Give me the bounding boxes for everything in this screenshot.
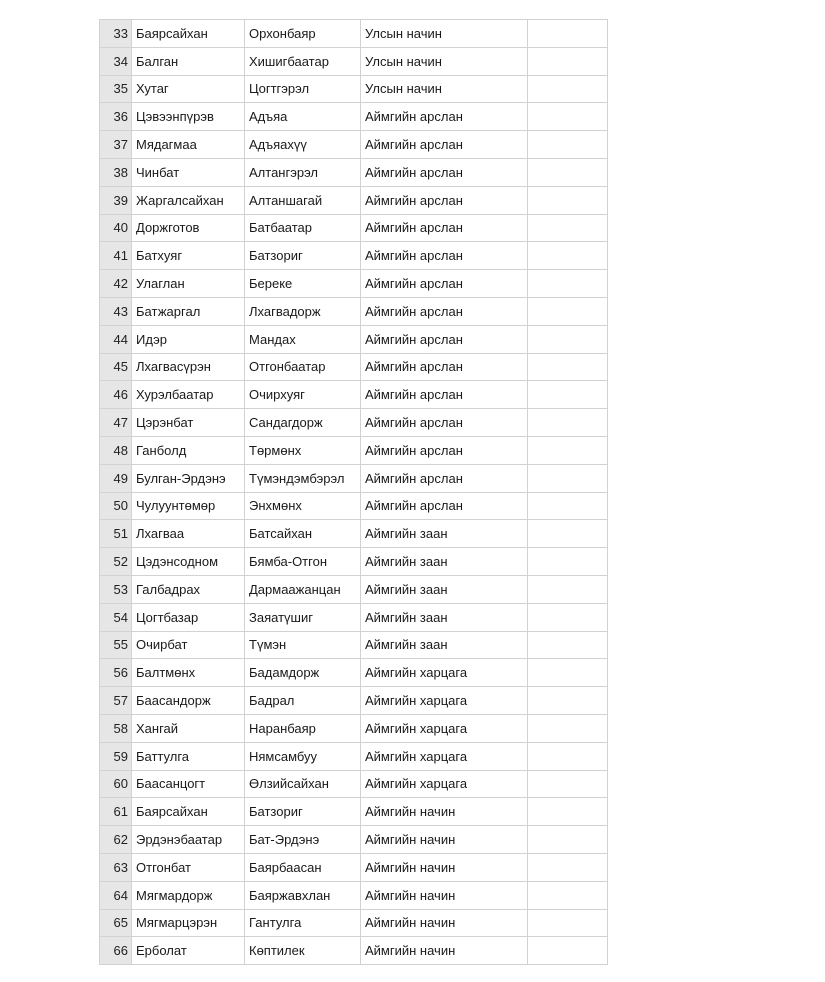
surname-cell[interactable]: Батзориг [245,242,361,270]
row-number-cell[interactable]: 63 [100,853,132,881]
name-cell[interactable]: Булган-Эрдэнэ [132,464,245,492]
row-number-cell[interactable]: 65 [100,909,132,937]
row-number-cell[interactable]: 47 [100,409,132,437]
title-cell[interactable]: Аймгийн арслан [361,325,528,353]
table-row [100,242,608,270]
title-cell[interactable]: Аймгийн харцага [361,659,528,687]
empty-cell[interactable] [528,381,608,409]
title-cell[interactable]: Аймгийн начин [361,937,528,965]
table-row [100,520,608,548]
surname-cell[interactable]: Наранбаяр [245,714,361,742]
empty-cell[interactable] [528,325,608,353]
empty-cell[interactable] [528,492,608,520]
table-body [100,20,608,965]
surname-cell[interactable]: Лхагвадорж [245,297,361,325]
row-number-cell[interactable]: 46 [100,381,132,409]
name-cell[interactable]: Цэдэнсодном [132,548,245,576]
name-cell[interactable]: Ерболат [132,937,245,965]
table-row [100,186,608,214]
empty-cell[interactable] [528,659,608,687]
empty-cell[interactable] [528,464,608,492]
empty-cell[interactable] [528,158,608,186]
table-row [100,158,608,186]
name-cell[interactable]: Хангай [132,714,245,742]
row-number-cell[interactable]: 64 [100,881,132,909]
empty-cell[interactable] [528,937,608,965]
table-row [100,826,608,854]
row-number-cell[interactable]: 41 [100,242,132,270]
surname-cell[interactable]: Сандагдорж [245,409,361,437]
table-row [100,492,608,520]
surname-cell[interactable]: Орхонбаяр [245,20,361,48]
table-row [100,381,608,409]
surname-cell[interactable]: Хишигбаатар [245,47,361,75]
name-cell[interactable]: Балтмөнх [132,659,245,687]
title-cell[interactable]: Аймгийн начин [361,881,528,909]
surname-cell[interactable]: Төрмөнх [245,436,361,464]
spreadsheet-table [99,19,608,965]
table-row [100,270,608,298]
title-cell[interactable]: Аймгийн арслан [361,131,528,159]
surname-cell[interactable]: Очирхуяг [245,381,361,409]
table-row [100,75,608,103]
surname-cell[interactable]: Адъяа [245,103,361,131]
name-cell[interactable]: Улаглан [132,270,245,298]
title-cell[interactable]: Аймгийн харцага [361,770,528,798]
empty-cell[interactable] [528,575,608,603]
title-cell[interactable]: Аймгийн начин [361,909,528,937]
name-cell[interactable]: Идэр [132,325,245,353]
empty-cell[interactable] [528,297,608,325]
table-row [100,353,608,381]
name-cell[interactable]: Батжаргал [132,297,245,325]
table-row [100,575,608,603]
row-number-cell[interactable]: 39 [100,186,132,214]
table-row [100,770,608,798]
title-cell[interactable]: Аймгийн заан [361,520,528,548]
row-number-cell[interactable]: 60 [100,770,132,798]
name-cell[interactable]: Эрдэнэбаатар [132,826,245,854]
empty-cell[interactable] [528,881,608,909]
row-number-cell[interactable]: 48 [100,436,132,464]
empty-cell[interactable] [528,75,608,103]
name-cell[interactable]: Отгонбат [132,853,245,881]
title-cell[interactable]: Аймгийн арслан [361,103,528,131]
title-cell[interactable]: Аймгийн начин [361,853,528,881]
name-cell[interactable]: Мягмардорж [132,881,245,909]
row-number-cell[interactable]: 44 [100,325,132,353]
surname-cell[interactable]: Баярбаасан [245,853,361,881]
empty-cell[interactable] [528,436,608,464]
surname-cell[interactable]: Отгонбаатар [245,353,361,381]
empty-cell[interactable] [528,186,608,214]
empty-cell[interactable] [528,520,608,548]
name-cell[interactable]: Чулуунтөмөр [132,492,245,520]
row-number-cell[interactable]: 33 [100,20,132,48]
empty-cell[interactable] [528,353,608,381]
table-row [100,131,608,159]
surname-cell[interactable]: Бадамдорж [245,659,361,687]
row-number-cell[interactable]: 58 [100,714,132,742]
title-cell[interactable]: Улсын начин [361,47,528,75]
row-number-cell[interactable]: 51 [100,520,132,548]
surname-cell[interactable]: Цогтгэрэл [245,75,361,103]
surname-cell[interactable]: Гантулга [245,909,361,937]
table-row [100,20,608,48]
empty-cell[interactable] [528,909,608,937]
surname-cell[interactable]: Заяатүшиг [245,603,361,631]
name-cell[interactable]: Баярсайхан [132,20,245,48]
row-number-cell[interactable]: 37 [100,131,132,159]
surname-cell[interactable]: Дармаажанцан [245,575,361,603]
table-row [100,714,608,742]
empty-cell[interactable] [528,270,608,298]
row-number-cell[interactable]: 52 [100,548,132,576]
table-row [100,464,608,492]
row-number-cell[interactable]: 49 [100,464,132,492]
title-cell[interactable]: Аймгийн харцага [361,742,528,770]
empty-cell[interactable] [528,687,608,715]
title-cell[interactable]: Аймгийн заан [361,548,528,576]
name-cell[interactable]: Баасанцогт [132,770,245,798]
title-cell[interactable]: Улсын начин [361,75,528,103]
table-row [100,103,608,131]
surname-cell[interactable]: Батбаатар [245,214,361,242]
empty-cell[interactable] [528,242,608,270]
title-cell[interactable]: Аймгийн арслан [361,492,528,520]
surname-cell[interactable]: Алтангэрэл [245,158,361,186]
name-cell[interactable]: Доржготов [132,214,245,242]
table-row [100,297,608,325]
surname-cell[interactable]: Бадрал [245,687,361,715]
name-cell[interactable]: Батхуяг [132,242,245,270]
empty-cell[interactable] [528,548,608,576]
title-cell[interactable]: Аймгийн заан [361,631,528,659]
name-cell[interactable]: Баасандорж [132,687,245,715]
name-cell[interactable]: Чинбат [132,158,245,186]
title-cell[interactable]: Аймгийн арслан [361,409,528,437]
row-number-cell[interactable]: 66 [100,937,132,965]
name-cell[interactable]: Ганболд [132,436,245,464]
title-cell[interactable]: Аймгийн заан [361,603,528,631]
name-cell[interactable]: Цогтбазар [132,603,245,631]
name-cell[interactable]: Баярсайхан [132,798,245,826]
row-number-cell[interactable]: 40 [100,214,132,242]
table-row [100,853,608,881]
empty-cell[interactable] [528,409,608,437]
title-cell[interactable]: Аймгийн арслан [361,158,528,186]
name-cell[interactable]: Балган [132,47,245,75]
title-cell[interactable]: Аймгийн арслан [361,242,528,270]
empty-cell[interactable] [528,714,608,742]
row-number-cell[interactable]: 57 [100,687,132,715]
surname-cell[interactable]: Мандах [245,325,361,353]
surname-cell[interactable]: Бямба-Отгон [245,548,361,576]
surname-cell[interactable]: Береке [245,270,361,298]
table-row [100,409,608,437]
name-cell[interactable]: Хурэлбаатар [132,381,245,409]
table-row [100,881,608,909]
empty-cell[interactable] [528,853,608,881]
title-cell[interactable]: Аймгийн арслан [361,270,528,298]
table-row [100,631,608,659]
empty-cell[interactable] [528,742,608,770]
name-cell[interactable]: Жаргалсайхан [132,186,245,214]
surname-cell[interactable]: Баяржавхлан [245,881,361,909]
surname-cell[interactable]: Нямсамбуу [245,742,361,770]
empty-cell[interactable] [528,798,608,826]
name-cell[interactable]: Цэрэнбат [132,409,245,437]
empty-cell[interactable] [528,631,608,659]
row-number-cell[interactable]: 43 [100,297,132,325]
name-cell[interactable]: Лхагвасүрэн [132,353,245,381]
empty-cell[interactable] [528,770,608,798]
title-cell[interactable]: Аймгийн арслан [361,436,528,464]
row-number-cell[interactable]: 36 [100,103,132,131]
table-row [100,548,608,576]
table-row [100,937,608,965]
row-number-cell[interactable]: 54 [100,603,132,631]
name-cell[interactable]: Лхагваа [132,520,245,548]
empty-cell[interactable] [528,20,608,48]
empty-cell[interactable] [528,603,608,631]
title-cell[interactable]: Аймгийн арслан [361,464,528,492]
row-number-cell[interactable]: 59 [100,742,132,770]
table-row [100,47,608,75]
empty-cell[interactable] [528,47,608,75]
title-cell[interactable]: Аймгийн харцага [361,714,528,742]
title-cell[interactable]: Аймгийн арслан [361,381,528,409]
name-cell[interactable]: Мядагмаа [132,131,245,159]
surname-cell[interactable]: Түмэн [245,631,361,659]
empty-cell[interactable] [528,131,608,159]
row-number-cell[interactable]: 34 [100,47,132,75]
row-number-cell[interactable]: 45 [100,353,132,381]
title-cell[interactable]: Аймгийн заан [361,575,528,603]
name-cell[interactable]: Мягмарцэрэн [132,909,245,937]
title-cell[interactable]: Аймгийн арслан [361,186,528,214]
title-cell[interactable]: Аймгийн начин [361,826,528,854]
table-row [100,603,608,631]
row-number-cell[interactable]: 62 [100,826,132,854]
row-number-cell[interactable]: 61 [100,798,132,826]
table-row [100,687,608,715]
row-number-cell[interactable]: 38 [100,158,132,186]
table-row [100,659,608,687]
title-cell[interactable]: Аймгийн арслан [361,214,528,242]
row-number-cell[interactable]: 53 [100,575,132,603]
table-row [100,798,608,826]
title-cell[interactable]: Аймгийн харцага [361,687,528,715]
empty-cell[interactable] [528,214,608,242]
table-row [100,436,608,464]
title-cell[interactable]: Аймгийн арслан [361,353,528,381]
surname-cell[interactable]: Бат-Эрдэнэ [245,826,361,854]
table-row [100,742,608,770]
surname-cell[interactable]: Адъяахүү [245,131,361,159]
surname-cell[interactable]: Өлзийсайхан [245,770,361,798]
empty-cell[interactable] [528,103,608,131]
name-cell[interactable]: Цэвээнпүрэв [132,103,245,131]
row-number-cell[interactable]: 35 [100,75,132,103]
row-number-cell[interactable]: 50 [100,492,132,520]
name-cell[interactable]: Галбадрах [132,575,245,603]
name-cell[interactable]: Хутаг [132,75,245,103]
surname-cell[interactable]: Энхмөнх [245,492,361,520]
surname-cell[interactable]: Алтаншагай [245,186,361,214]
name-cell[interactable]: Очирбат [132,631,245,659]
surname-cell[interactable]: Түмэндэмбэрэл [245,464,361,492]
table-row [100,214,608,242]
table-row [100,909,608,937]
title-cell[interactable]: Аймгийн арслан [361,297,528,325]
empty-cell[interactable] [528,826,608,854]
table-row [100,325,608,353]
surname-cell[interactable]: Батсайхан [245,520,361,548]
row-number-cell[interactable]: 42 [100,270,132,298]
title-cell[interactable]: Аймгийн начин [361,798,528,826]
surname-cell[interactable]: Батзориг [245,798,361,826]
row-number-cell[interactable]: 55 [100,631,132,659]
surname-cell[interactable]: Көптилек [245,937,361,965]
title-cell[interactable]: Улсын начин [361,20,528,48]
name-cell[interactable]: Баттулга [132,742,245,770]
row-number-cell[interactable]: 56 [100,659,132,687]
